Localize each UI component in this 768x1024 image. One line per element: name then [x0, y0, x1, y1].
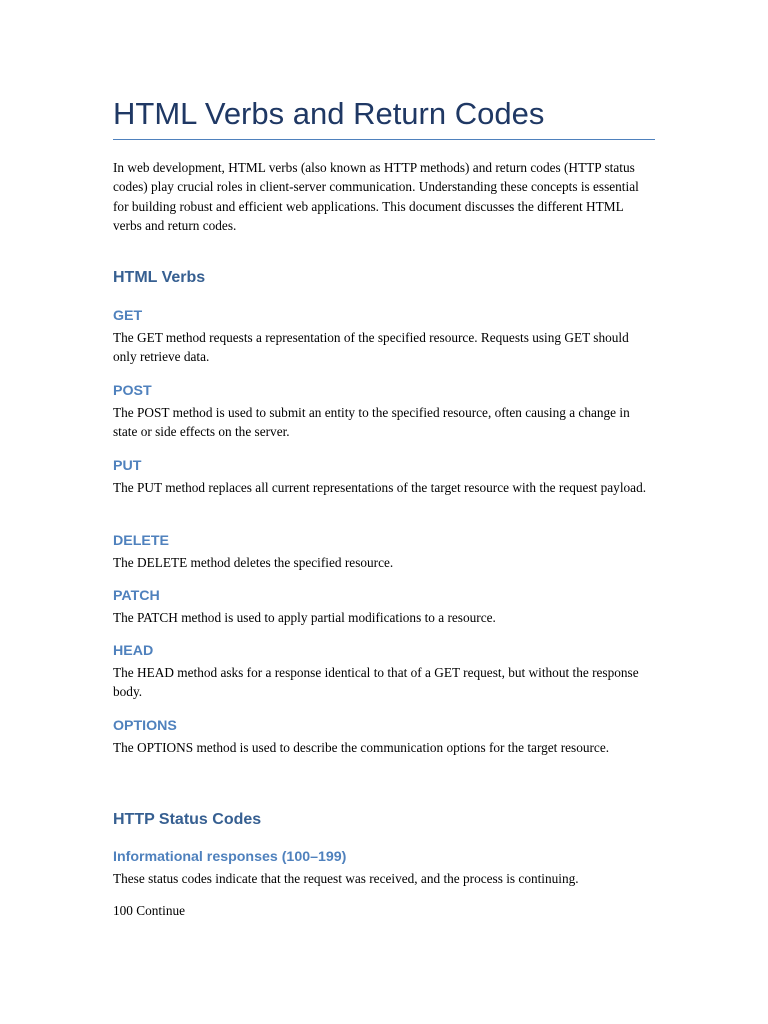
status-codes-heading: HTTP Status Codes	[113, 811, 262, 828]
verb-post-heading: POST	[113, 383, 152, 399]
verb-delete-description: The DELETE method deletes the specified resource.	[113, 555, 394, 570]
verb-options-description: The OPTIONS method is used to describe the communication options for the target resource.	[113, 740, 610, 755]
verb-head-heading: HEAD	[113, 643, 154, 659]
verbs-heading: HTML Verbs	[113, 269, 206, 286]
intro-paragraph: In web development, HTML verbs (also known as HTTP methods) and return codes (HTTP status codes) play crucial roles in client-server communication. Understanding these concepts is essential for building robust and efficient web applications. This document discusses the different HTML verbs and return codes.	[113, 160, 639, 233]
verb-patch-heading: PATCH	[113, 588, 160, 604]
status-code-item: 100 Continue	[113, 903, 186, 918]
informational-description: These status codes indicate that the request was received, and the process is continuing.	[113, 871, 579, 886]
verb-put-description: The PUT method replaces all current representations of the target resource with the request payload.	[113, 480, 647, 495]
verb-head-description: The HEAD method asks for a response identical to that of a GET request, but without the response body.	[113, 665, 639, 700]
informational-heading: Informational responses (100–199)	[113, 849, 347, 865]
verb-options-heading: OPTIONS	[113, 718, 177, 734]
verb-patch-description: The PATCH method is used to apply partial modifications to a resource.	[113, 610, 496, 625]
verb-delete-heading: DELETE	[113, 533, 169, 549]
verb-post-description: The POST method is used to submit an entity to the specified resource, often causing a change in state or side effects on the server.	[113, 405, 630, 440]
verb-get-description: The GET method requests a representation of the specified resource. Requests using GET should only retrieve data.	[113, 330, 629, 365]
document-title: HTML Verbs and Return Codes	[113, 96, 545, 131]
verb-put-heading: PUT	[113, 458, 142, 474]
title-divider	[113, 139, 655, 140]
verb-get-heading: GET	[113, 308, 143, 324]
